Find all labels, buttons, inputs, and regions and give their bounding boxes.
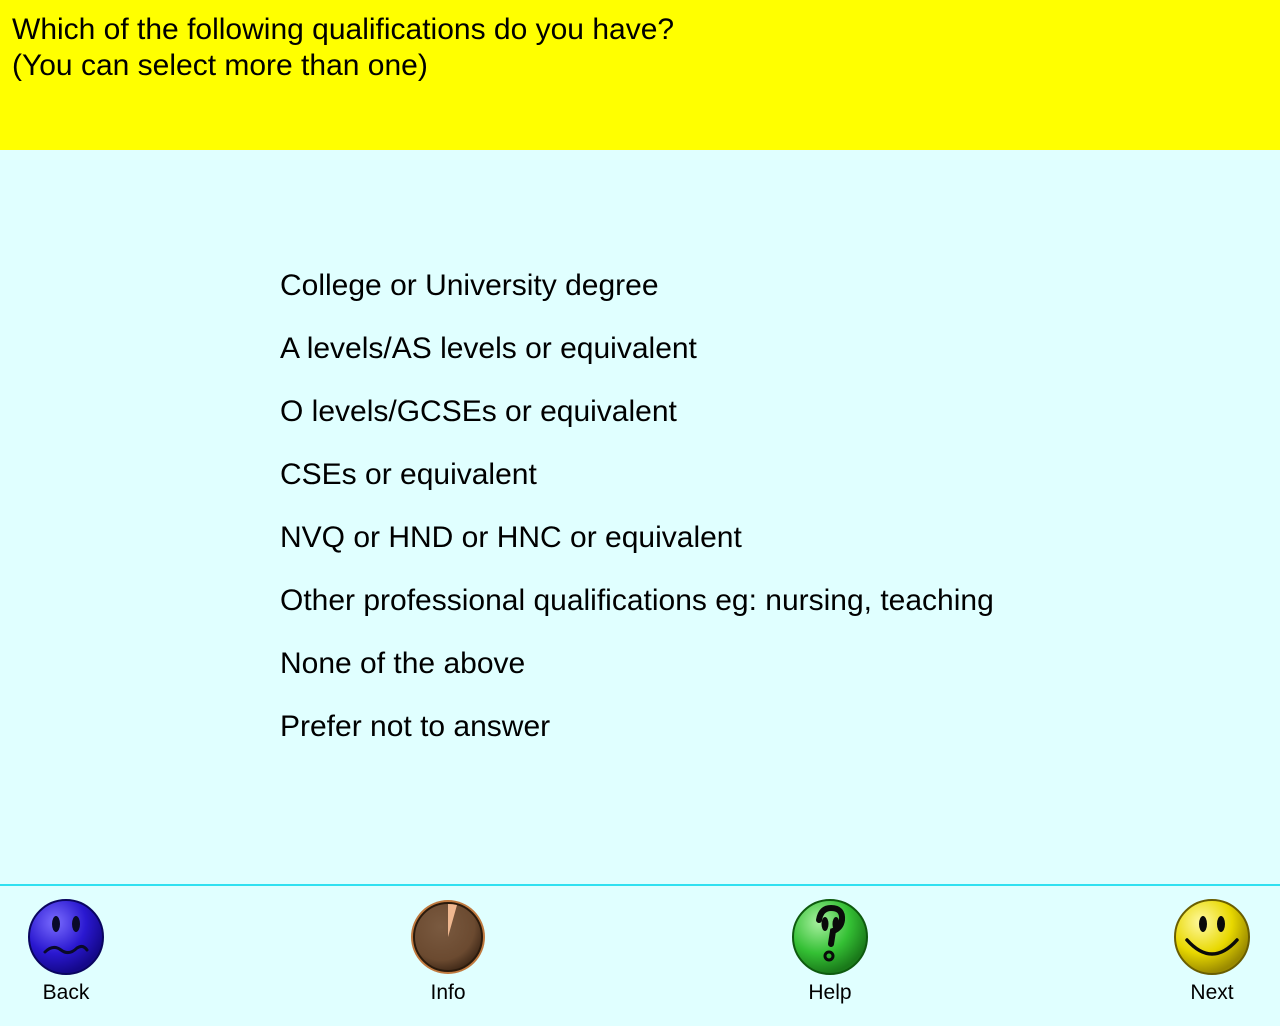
- back-button[interactable]: [16, 898, 116, 1010]
- smiley-face-icon: [1173, 898, 1251, 976]
- options-panel: [0, 150, 1280, 885]
- info-label: Info: [430, 981, 466, 1004]
- next-button[interactable]: [1162, 898, 1262, 1010]
- option-college-degree[interactable]: College or University degree: [280, 269, 659, 302]
- option-nvq[interactable]: NVQ or HND or HNC or equivalent: [280, 521, 742, 554]
- option-cses[interactable]: CSEs or equivalent: [280, 458, 537, 491]
- option-prefer-not[interactable]: Prefer not to answer: [280, 710, 551, 743]
- question-text: Which of the following qualifications do you have?: [12, 13, 675, 46]
- info-button[interactable]: [398, 898, 498, 1010]
- option-other-professional[interactable]: Other professional qualifications eg: nursing, teaching: [280, 584, 994, 617]
- option-a-levels[interactable]: A levels/AS levels or equivalent: [280, 332, 697, 365]
- timer-icon: [409, 898, 487, 976]
- question-mark-icon: [791, 898, 869, 976]
- option-none[interactable]: None of the above: [280, 647, 526, 680]
- navigation-bar: [0, 884, 1280, 1026]
- help-label: Help: [808, 981, 852, 1004]
- question-hint: (You can select more than one): [12, 49, 428, 82]
- next-label: Next: [1190, 981, 1234, 1004]
- sad-face-icon: [27, 898, 105, 976]
- question-header: [0, 0, 1280, 150]
- option-o-levels[interactable]: O levels/GCSEs or equivalent: [280, 395, 677, 428]
- back-label: Back: [42, 981, 90, 1004]
- help-button[interactable]: [780, 898, 880, 1010]
